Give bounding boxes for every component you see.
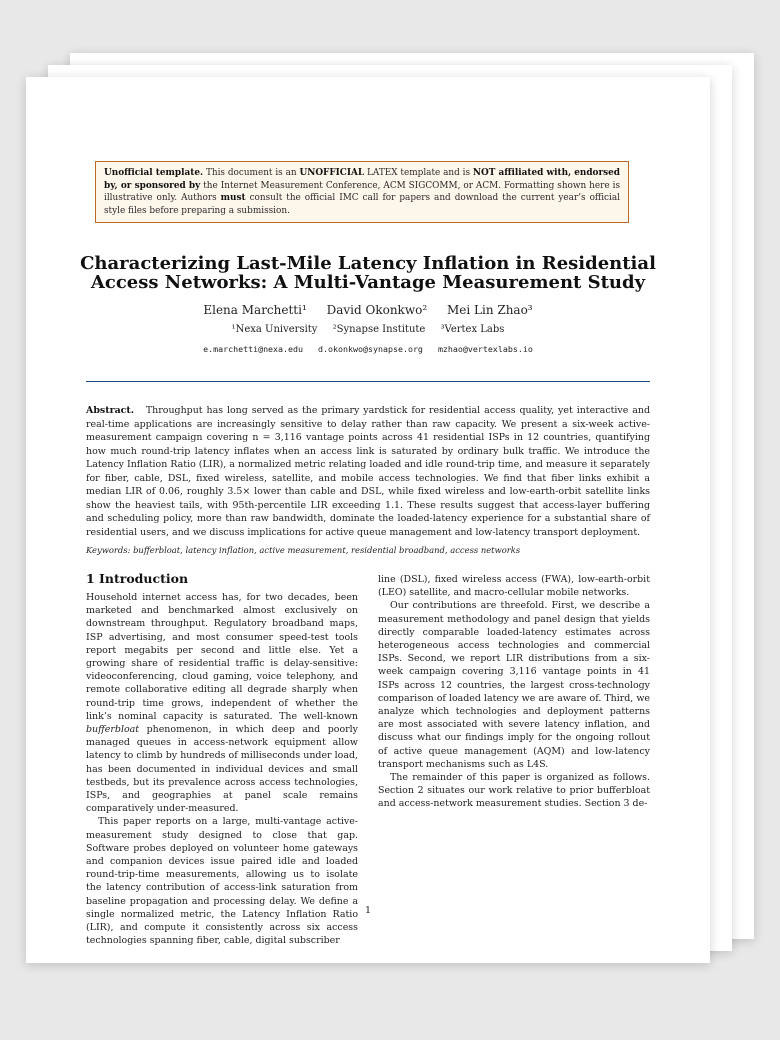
notice-text-2: LATEX template and is [364, 168, 473, 178]
author-email: e.marchetti@nexa.edu [203, 344, 304, 354]
paper-page [26, 77, 710, 963]
notice-text-3: the Internet Measurement Conference, ACM SIGCOMM, or ACM. Formatting shown here is illustrative only. Authors [104, 180, 620, 204]
abstract-label: Abstract. [86, 405, 135, 416]
author-list [56, 303, 680, 317]
email-list [56, 344, 680, 354]
intro-paragraph-2-continued: line (DSL), fixed wireless access (FWA), low-earth-orbit (LEO) satellite, and macro-cellular mobile networks. [378, 574, 650, 599]
author-name: Elena Marchetti¹ [203, 303, 307, 317]
intro-paragraph-4: The remainder of this paper is organized as follows. Section 2 situates our work relative to prior bufferbloat and access-network measurement studies. Section 3 de- [378, 772, 650, 810]
affiliation: ³Vertex Labs [440, 324, 505, 335]
keywords: Keywords: bufferbloat, latency inflation, active measurement, residential broadband, access networks [86, 545, 521, 555]
notice-bold-3: must [220, 193, 246, 204]
abstract [86, 404, 650, 539]
author-name: David Okonkwo² [326, 303, 428, 317]
affiliation: ¹Nexa University [231, 324, 318, 335]
author-email: mzhao@vertexlabs.io [437, 344, 533, 354]
intro-p1-end: phenomenon, in which deep and poorly managed queues in access-network equipment allow latency to climb by hundreds of milliseconds under load, has been documented in individual devices and small testbeds, but its prevalence across access technologies, ISPs, and geographies at panel scale remains comparatively under-measured. [86, 724, 358, 815]
intro-p1-text: Household internet access has, for two decades, been marketed and benchmarked almost exclusively on downstream throughput. Regulatory broadband maps, ISP advertising, and most consumer speed-test tools report megabits per second and little else. Yet a growing share of residential traffic is delay-sensitive: videoconferencing, cloud gaming, voice telephony, and remote collaborative editing all degrade sharply when round-trip time grows, independent of whether the link’s nominal capacity is saturated. The well-known [86, 592, 358, 722]
notice-lead: Unofficial template. [104, 168, 204, 178]
page-number: 1 [364, 905, 372, 916]
affiliation-list [56, 324, 680, 335]
paper-title: Characterizing Last-Mile Latency Inflation in Residential Access Networks: A Multi-Vantage Measurement Study [80, 253, 656, 293]
notice-bold-1: UNOFFICIAL [299, 168, 365, 178]
intro-p1-emphasis: bufferbloat [86, 724, 140, 736]
right-column [378, 573, 650, 811]
notice-text-4: consult the official IMC call for papers and download the current year’s official style files before preparing a submission. [104, 193, 620, 216]
intro-paragraph-3: Our contributions are threefold. First, we describe a measurement methodology and panel design that yields directly comparable loaded-latency estimates across heterogeneous access technologies and commercial ISPs. Second, we report LIR distributions from a six-week campaign covering 3,116 vantage points in 41 ISPs across 12 countries, the largest cross-technology comparison of loaded latency we are aware of. Third, we analyze which technologies and deployment patterns are most associated with severe latency inflation, and discuss what our findings imply for the ongoing rollout of active queue management (AQM) and low-latency transport mechanisms such as L4S. [378, 600, 650, 770]
unofficial-template-notice [95, 161, 629, 223]
intro-paragraph-1 [86, 591, 358, 815]
notice-bold-2: NOT affiliated with, endorsed by, or sponsored by [104, 168, 620, 191]
header-divider [86, 381, 650, 382]
abstract-text: Throughput has long served as the primary yardstick for residential access quality, yet interactive and real-time applications are increasingly sensitive to delay rather than raw capacity. We present a six-week active-measurement campaign covering n = 3,116 vantage points across 41 residential ISPs in 12 countries, quantifying how much round-trip latency inflates when an access link is saturated by ordinary bulk traffic. We introduce the Latency Inflation Ratio (LIR), a normalized metric relating loaded and idle round-trip time, and measure it separately for fiber, cable, DSL, fixed wireless, satellite, and mobile access technologies. We find that fiber links exhibit a median LIR of 0.06, roughly 3.5× lower than cable and DSL, while fixed wireless and low-earth-orbit satellite links show the heaviest tails, with 95th-percentile LIR exceeding 1.1. These results suggest that access-layer buffering and scheduling policy, more than raw bandwidth, dominate the loaded-latency experience for a substantial share of residential users, and we discuss implications for active queue management and low-latency transport deployment. [86, 405, 651, 538]
affiliation: ²Synapse Institute [332, 324, 426, 335]
notice-text-1: This document is an [203, 168, 300, 178]
author-email: d.okonkwo@synapse.org [318, 344, 423, 354]
intro-paragraph-2: This paper reports on a large, multi-vantage active-measurement study designed to close that gap. Software probes deployed on volunteer home gateways and companion devices issue paired idle and loaded round-trip-time measurements, allowing us to isolate the latency contribution of access-link saturation from baseline propagation and processing delay. We define a single normalized metric, the Latency Inflation Ratio (LIR), and compute it consistently across six access technologies spanning fiber, cable, digital subscriber [86, 816, 358, 947]
section-heading-introduction: 1 Introduction [86, 571, 189, 586]
author-name: Mei Lin Zhao³ [446, 303, 533, 317]
left-column [86, 591, 358, 947]
